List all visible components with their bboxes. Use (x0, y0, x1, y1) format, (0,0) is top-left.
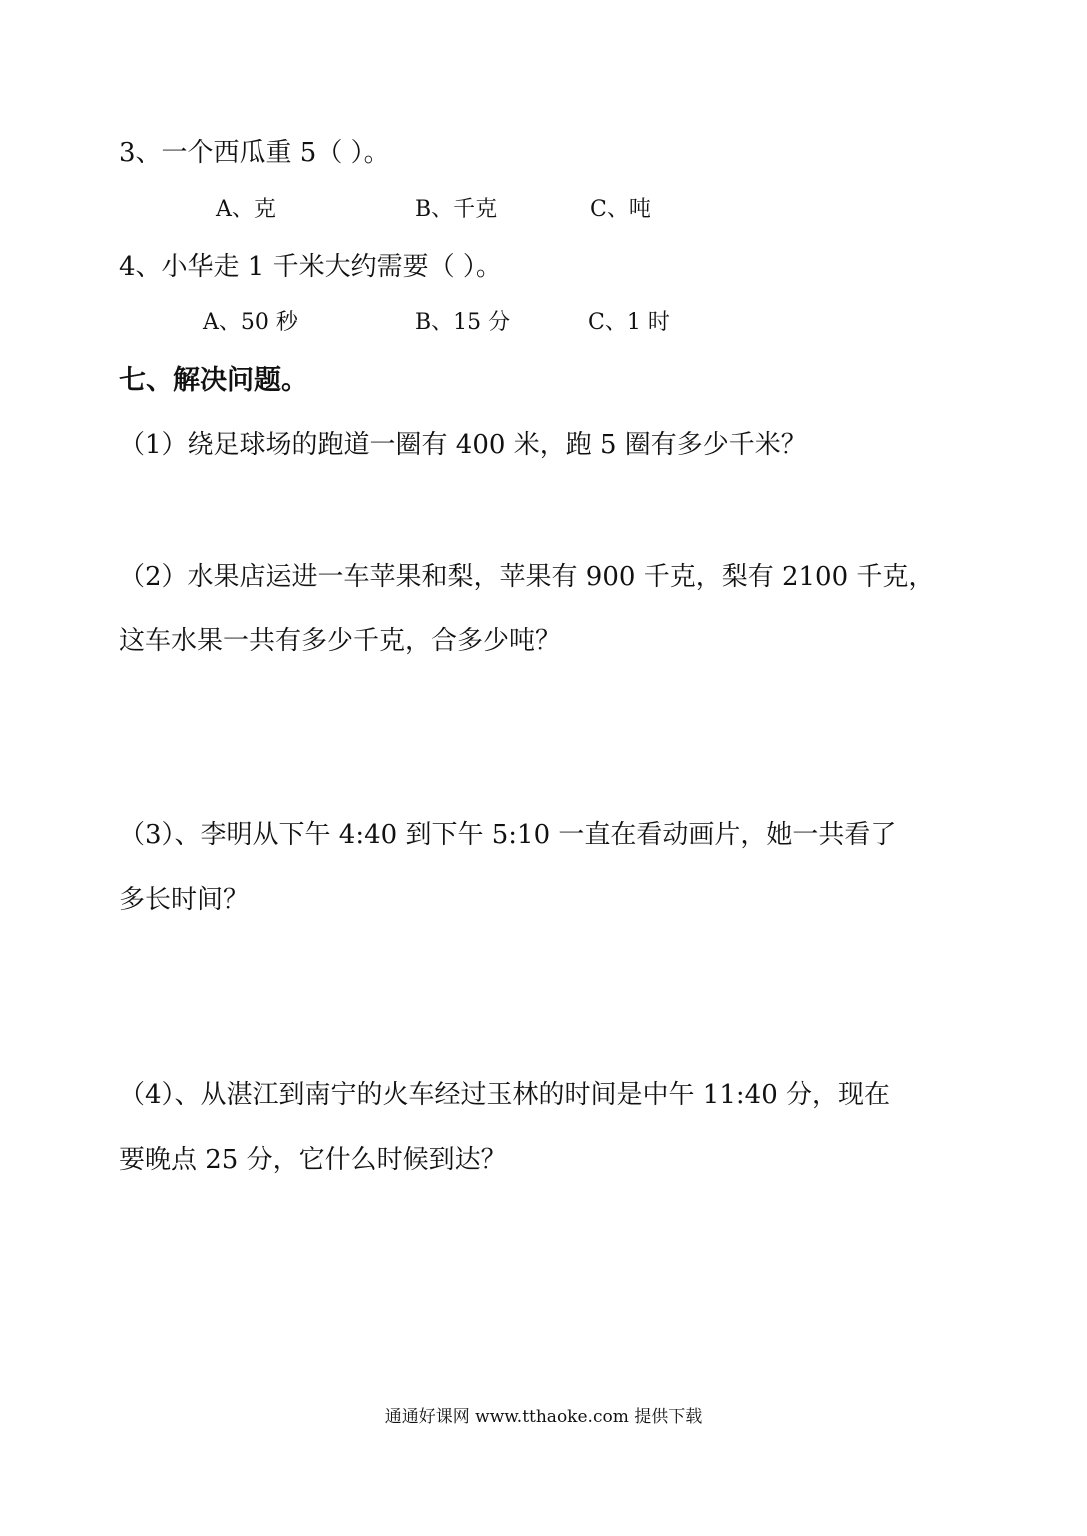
question-3-option-a: A、克 (216, 197, 276, 222)
problem-2-line-2: 这车水果一共有多少千克，合多少吨？ (119, 626, 562, 656)
problem-3-line-1: （3）、李明从下午 4:40 到下午 5:10 一直在看动画片，她一共看了 (119, 820, 897, 850)
problem-4-line-2: 要晚点 25 分，它什么时候到达？ (119, 1145, 507, 1175)
question-4-option-c: C、1 时 (588, 310, 670, 335)
question-3-option-c: C、吨 (590, 197, 651, 222)
question-4-option-b: B、15 分 (415, 310, 511, 335)
question-4-option-a: A、50 秒 (203, 310, 298, 335)
problem-2-line-1: （2）水果店运进一车苹果和梨，苹果有 900 千克，梨有 2100 千克， (119, 562, 935, 592)
question-4-stem: 4、小华走 1 千米大约需要（ ）。 (119, 252, 502, 282)
problem-4-line-1: （4）、从湛江到南宁的火车经过玉林的时间是中午 11:40 分，现在 (119, 1080, 890, 1110)
question-3-stem: 3、一个西瓜重 5（ ）。 (119, 138, 390, 168)
section-title: 七、解决问题。 (119, 365, 308, 396)
problem-1-line-1: （1）绕足球场的跑道一圈有 400 米，跑 5 圈有多少千米？ (119, 430, 807, 460)
page-footer: 通通好课网 www.tthaoke.com 提供下载 (384, 1407, 703, 1427)
question-3-option-b: B、千克 (415, 197, 498, 222)
problem-3-line-2: 多长时间？ (119, 885, 250, 915)
